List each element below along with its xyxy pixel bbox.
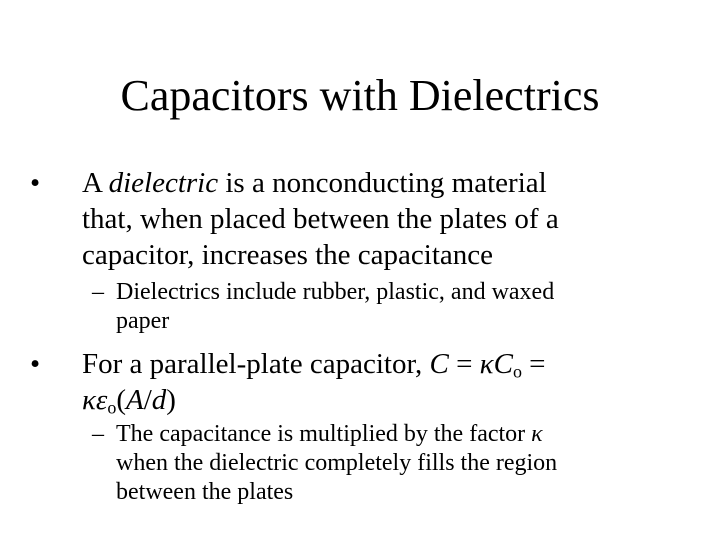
math-subscript: o xyxy=(107,397,117,418)
text-run: The capacitance is multiplied by the factor xyxy=(116,421,532,447)
sub-bullet-text xyxy=(116,278,554,336)
text-run: is a nonconducting material xyxy=(218,167,547,199)
sub-bullet-marker: – xyxy=(92,279,104,305)
math-var-c: C xyxy=(493,348,513,380)
sub-bullet-line: between the plates xyxy=(116,479,294,505)
sub-bullet-line: when the dielectric completely fills the region xyxy=(116,450,558,476)
math-var-c: C xyxy=(429,348,449,380)
math-epsilon: ε xyxy=(95,384,108,416)
text-run: For a parallel-plate capacitor, xyxy=(82,348,430,380)
math-operator: = xyxy=(521,348,546,380)
bullet-line: capacitor, increases the capacitance xyxy=(82,239,494,271)
math-operator: / xyxy=(143,384,152,416)
math-kappa: κ xyxy=(479,348,494,380)
sub-bullet-line: Dielectrics include rubber, plastic, and waxed xyxy=(116,279,555,305)
sub-bullet-line xyxy=(116,420,557,449)
bullet-line xyxy=(82,165,559,201)
bullet-marker: • xyxy=(30,348,41,380)
math-operator: = xyxy=(448,348,480,380)
math-var-d: d xyxy=(151,384,167,416)
math-kappa: κ xyxy=(82,384,96,416)
slide-title: Capacitors with Dielectrics xyxy=(120,71,600,120)
math-paren: ) xyxy=(166,384,176,416)
text-run: A xyxy=(82,167,109,199)
math-paren: ( xyxy=(116,384,127,416)
math-subscript: o xyxy=(512,361,522,382)
bullet-line xyxy=(30,382,546,418)
bullet-text xyxy=(82,346,546,418)
bullet-line: that, when placed between the plates of a xyxy=(82,203,559,235)
bullet-line xyxy=(82,346,546,382)
emphasis-term: dielectric xyxy=(108,167,219,199)
math-kappa: κ xyxy=(531,421,543,447)
sub-bullet-line: paper xyxy=(116,308,170,334)
sub-bullet-text xyxy=(116,420,557,507)
sub-bullet-marker: – xyxy=(92,421,104,447)
bullet-marker: • xyxy=(30,167,41,199)
math-var-a: A xyxy=(126,384,144,416)
bullet-text xyxy=(82,165,559,273)
